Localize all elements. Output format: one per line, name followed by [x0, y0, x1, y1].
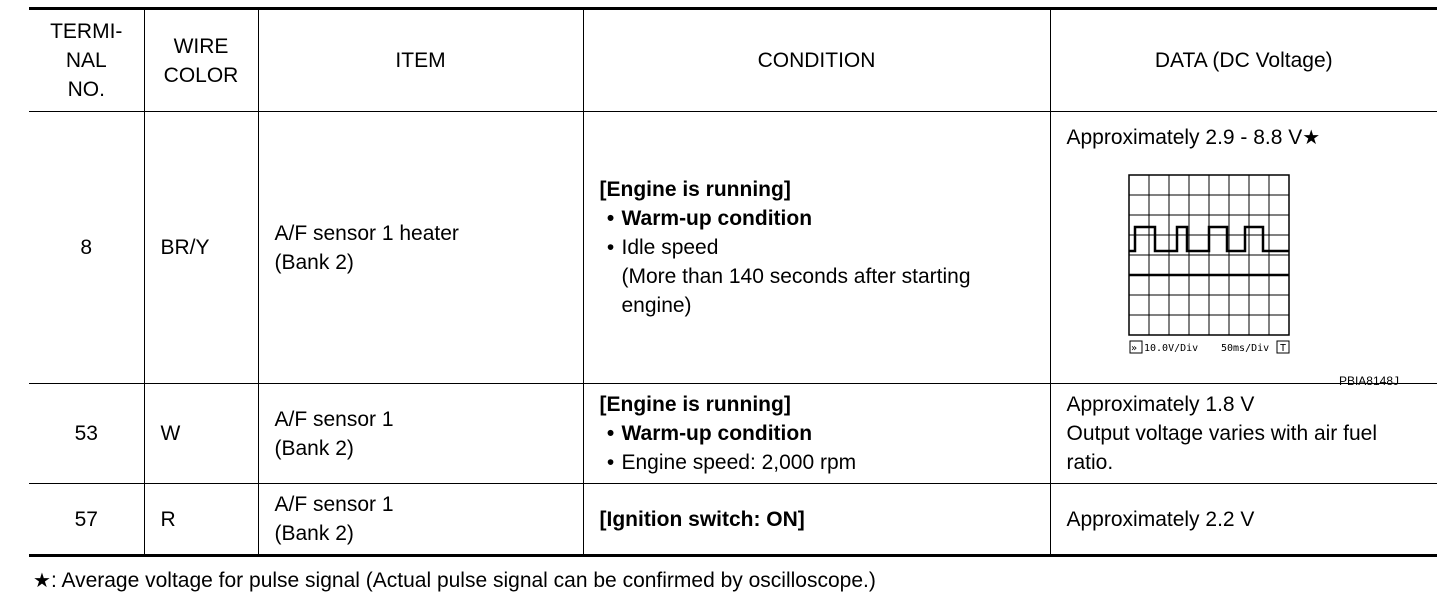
condition-bullet: • Engine speed: 2,000 rpm	[606, 451, 857, 474]
condition-heading: [Ignition switch: ON]	[599, 507, 805, 531]
footnote: ★: Average voltage for pulse signal (Actual pulse signal can be confirmed by oscilloscope.)	[33, 569, 876, 592]
oscilloscope-screen	[1127, 173, 1291, 357]
condition-subtext: (More than 140 seconds after starting	[621, 265, 971, 288]
item-cell: A/F sensor 1 heater (Bank 2)	[258, 112, 583, 384]
condition-cell	[583, 484, 1050, 556]
terminal-number: 8	[29, 112, 144, 384]
data-cell: Approximately 2.2 V	[1050, 484, 1437, 556]
header-condition: CONDITION	[583, 9, 1050, 112]
header-item: ITEM	[258, 9, 583, 112]
condition-subtext: engine)	[621, 294, 692, 317]
terminal-number: 53	[29, 384, 144, 484]
star-icon: ★	[1302, 127, 1321, 149]
item-cell: A/F sensor 1 (Bank 2)	[258, 384, 583, 484]
condition-heading: [Engine is running]	[599, 393, 791, 416]
volt-division-label: 10.0V/Div	[1143, 343, 1198, 354]
item-cell: A/F sensor 1 (Bank 2)	[258, 484, 583, 556]
header-row	[29, 9, 1437, 112]
header-terminal-no: TERMI- NAL NO.	[29, 9, 144, 112]
wire-color: BR/Y	[144, 112, 258, 384]
table-row	[29, 112, 1437, 384]
wire-color: W	[144, 384, 258, 484]
condition-bullet: • Idle speed	[606, 236, 719, 259]
pulse-waveform	[1129, 227, 1289, 251]
condition-cell	[583, 112, 1050, 384]
header-wire-color: WIRE COLOR	[144, 9, 258, 112]
star-icon: ★	[33, 570, 51, 592]
time-division-label: 50ms/Div	[1220, 343, 1269, 354]
data-value: Approximately 2.9 - 8.8 V★	[1066, 126, 1321, 149]
table-row	[29, 484, 1437, 556]
terminal-data-table	[29, 7, 1437, 557]
figure-id: PBIA8148J	[1338, 374, 1399, 388]
condition-heading: [Engine is running]	[599, 178, 791, 201]
condition-cell	[583, 384, 1050, 484]
trigger-label: T	[1279, 343, 1286, 354]
condition-bullet: • Warm-up condition	[606, 422, 813, 445]
condition-bullet: • Warm-up condition	[606, 207, 813, 230]
oscilloscope-figure	[1067, 153, 1422, 388]
double-chevron-right-icon: »	[1130, 343, 1137, 354]
table-row	[29, 384, 1437, 484]
header-data: DATA (DC Voltage)	[1050, 9, 1437, 112]
data-cell: Approximately 1.8 V Output voltage varies with air fuel ratio.	[1050, 384, 1437, 484]
data-cell	[1050, 112, 1437, 388]
wire-color: R	[144, 484, 258, 556]
terminal-number: 57	[29, 484, 144, 556]
